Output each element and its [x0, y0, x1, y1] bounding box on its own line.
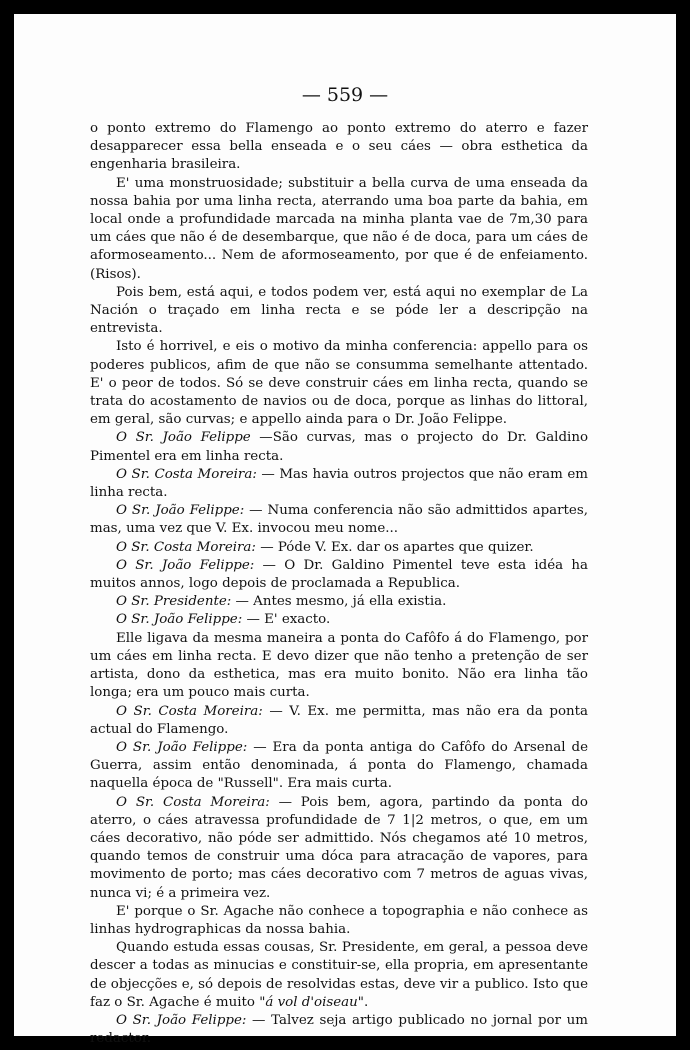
- paragraph: Elle ligava da mesma maneira a ponta do Cafôfo á do Flamengo, por um cáes em linha recta. E devo dizer que não tenho a pretenção de ser artista, dono da esthetica, mas era muito bonito. Não era linha tão longa; era um pouco mais curta.: [90, 630, 588, 701]
- dialogue-line: [90, 429, 588, 465]
- document-body: [90, 120, 588, 1048]
- speaker-name: O Sr. Costa Moreira:: [116, 539, 256, 555]
- page-number: — 559 —: [301, 84, 389, 106]
- paragraph: E' uma monstruosidade; substituir a bella curva de uma enseada da nossa bahia por uma linha recta, aterrando uma boa parte da bahia, em local onde a profundidade marcada na minha planta vae de 7m,30 para um cáes que não é de desembarque, que não é de doca, para um cáes de aformoseamento... Nem de aformoseamento, por que é de enfeiamento. (Risos).: [90, 175, 588, 282]
- speech-text: — Era da ponta antiga do Cafôfo do Arsenal de Guerra, assim então denominada, á ponta do Flamengo, chamada naquella época de "Russell". Era mais curta.: [90, 739, 588, 792]
- paragraph-text: .: [363, 994, 369, 1010]
- speaker-name: O Sr. Costa Moreira:: [116, 703, 263, 719]
- speaker-name: O Sr. João Felippe:: [116, 1012, 247, 1028]
- dialogue-line: [90, 794, 588, 903]
- dialogue-line: [90, 593, 588, 611]
- dialogue-line: [90, 739, 588, 794]
- speaker-name: O Sr. Presidente:: [116, 594, 232, 610]
- speech-text: — Póde V. Ex. dar os apartes que quizer.: [255, 539, 534, 555]
- speaker-name: O Sr. João Felippe:: [116, 557, 255, 573]
- dialogue-line: [90, 611, 588, 629]
- paragraph: E' porque o Sr. Agache não conhece a topographia e não conhece as linhas hydrographicas da nossa bahia.: [90, 903, 588, 937]
- speech-text: — Numa conferencia não são admittidos apartes, mas, uma vez que V. Ex. invocou meu nome...: [90, 503, 588, 537]
- dialogue-line: [90, 557, 588, 593]
- speaker-name: O Sr. João Felippe: [116, 430, 251, 446]
- speech-text: — O Dr. Galdino Pimentel teve esta idéa ha muitos annos, logo depois de proclamada a Republica.: [90, 557, 588, 592]
- speaker-name: O Sr. Costa Moreira:: [116, 466, 257, 482]
- speaker-name: O Sr. Costa Moreira:: [116, 794, 270, 810]
- speech-text: — Pois bem, agora, partindo da ponta do aterro, o cáes atravessa profundidade de 7 1|2 metros, o que, em um cáes decorativo, não póde ser admittido. Nós chegamos até 10 metros, quando temos de construir uma dóca para atracação de vapores, para movimento de porto; mas cáes decorativo com 7 metros de aguas vivas, nunca vi; é a primeira vez.: [90, 794, 588, 901]
- paragraph-text: Quando estuda essas cousas, Sr. Presidente, em geral, a pessoa deve descer a todas as minucias e constituir-se, ella propria, em apresentante de objecções e, só depois de resolvidas estas, deve vir a publico. Isto que faz o Sr. Agache é muito: [90, 940, 588, 1010]
- speech-text: — V. Ex. me permitta, mas não era da ponta actual do Flamengo.: [90, 703, 588, 737]
- dialogue-line: [90, 539, 588, 557]
- paragraph: Isto é horrivel, e eis o motivo da minha conferencia: appello para os poderes publicos, afim de que não se consumma semelhante attentado. E' o peor de todos. Só se deve construir cáes em linha recta, quando se trata do acostamento de navios ou de doca, porque as linhas do littoral, em geral, são curvas; e appello ainda para o Dr. João Felippe.: [90, 339, 588, 428]
- speech-text: — Mas havia outros projectos que não eram em linha recta.: [90, 466, 589, 501]
- dialogue-line: [90, 502, 588, 538]
- speaker-name: O Sr. João Felippe:: [116, 739, 248, 755]
- dialogue-line: [90, 1012, 588, 1048]
- paragraph: Pois bem, está aqui, e todos podem ver, está aqui no exemplar de La Nación o traçado em linha recta e se póde ler a descripção na entrevista.: [90, 284, 588, 337]
- paragraph: o ponto extremo do Flamengo ao ponto extremo do aterro e fazer desapparecer essa bella enseada e o seu cáes — obra esthetica da engenharia brasileira.: [90, 121, 588, 173]
- speaker-name: O Sr. João Felippe:: [116, 503, 245, 519]
- speaker-name: O Sr. João Felippe:: [116, 612, 243, 628]
- quoted-phrase: "á vol d'oiseau": [259, 994, 364, 1010]
- speech-text: — E' exacto.: [242, 612, 331, 628]
- speech-text: — Antes mesmo, já ella existia.: [231, 594, 447, 610]
- paragraph: [90, 939, 588, 1012]
- document-page: [14, 14, 676, 1047]
- speech-text: — Talvez seja artigo publicado no jornal por um redactor.: [90, 1012, 588, 1047]
- dialogue-line: [90, 466, 588, 502]
- speech-text: —São curvas, mas o projecto do Dr. Galdino Pimentel era em linha recta.: [90, 430, 589, 464]
- dialogue-line: [90, 703, 588, 739]
